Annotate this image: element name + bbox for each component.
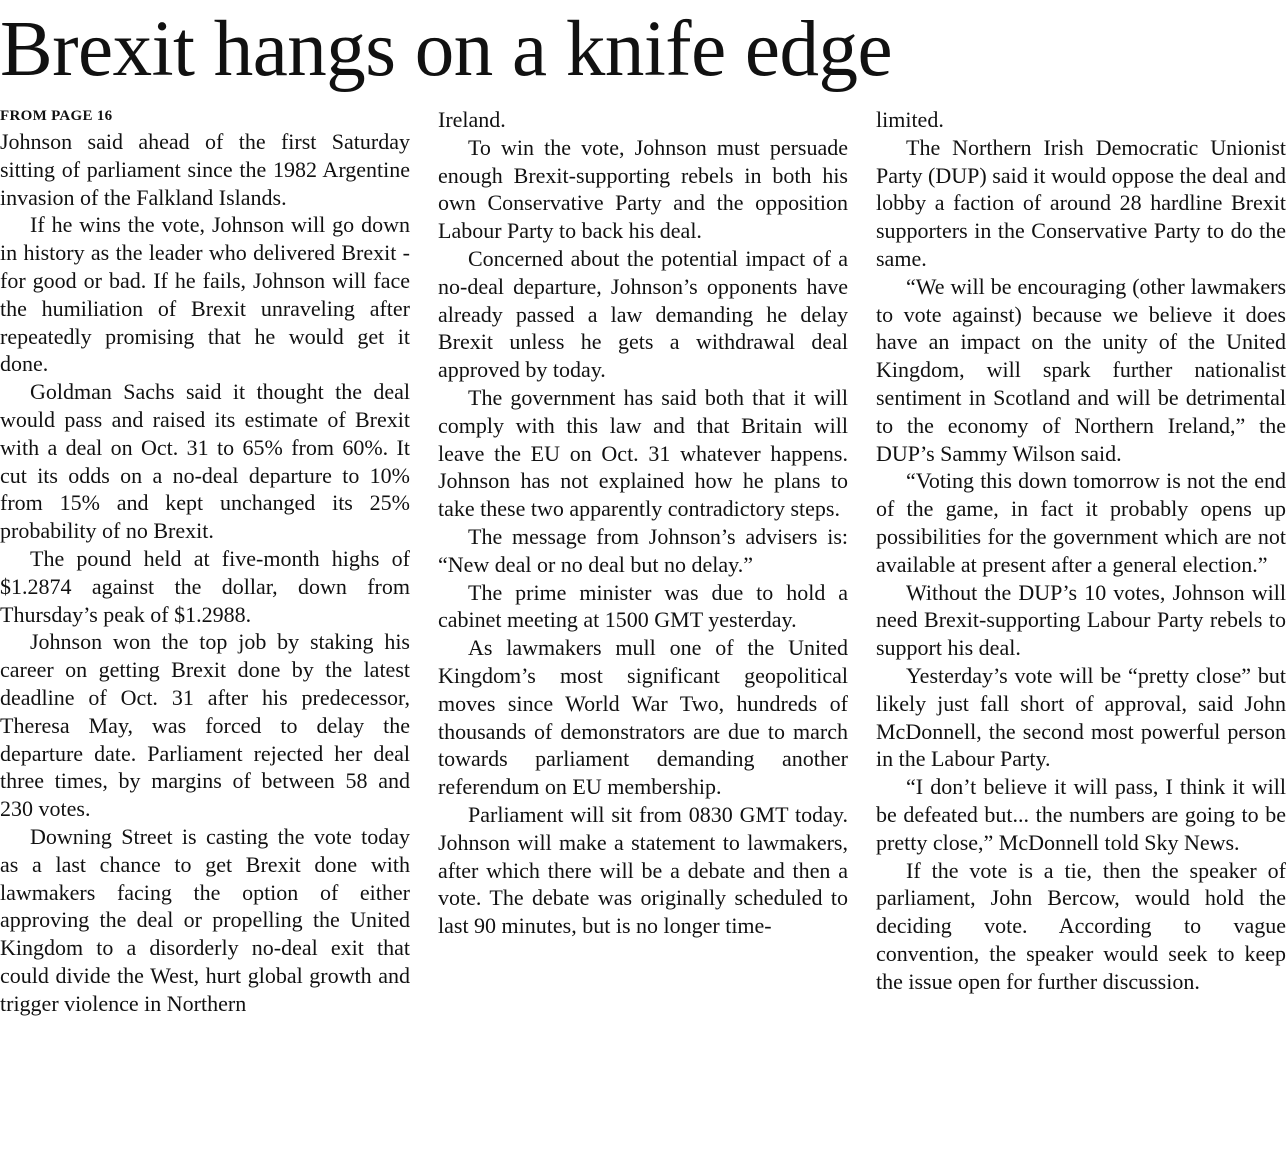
headline: Brexit hangs on a knife edge [0,6,893,93]
article-column-3 [876,106,1286,1166]
paragraph: To win the vote, Johnson must persuade enough Brexit-supporting rebels in both his own Conservative Party and the opposition Labour Party to back his deal. [438,134,848,244]
paragraph: “I don’t believe it will pass, I think it will be defeated but... the numbers are going to be pretty close,” McDonnell told Sky News. [876,774,1286,855]
paragraph: If he wins the vote, Johnson will go down in history as the leader who delivered Brexit - for good or bad. If he fails, Johnson will face the humiliation of Brexit unraveling after repeatedly promising that he would get it done. [0,212,410,377]
paragraph: Ireland. [438,107,506,132]
paragraph: Parliament will sit from 0830 GMT today. Johnson will make a statement to lawmakers, after which there will be a debate and then a vote. The debate was originally scheduled to last 90 minutes, but is no longer time- [438,801,848,939]
paragraph: Johnson won the top job by staking his career on getting Brexit done by the latest deadline of Oct. 31 after his predecessor, Theresa May, was forced to delay the departure date. Parliament rejected her deal three times, by margins of between 58 and 230 votes. [0,629,410,822]
paragraph: “We will be encouraging (other lawmakers to vote against) because we believe it does have an impact on the unity of the United Kingdom, will spark further nationalist sentiment in Scotland and will be detrimental to the economy of Northern Ireland,” the DUP’s Sammy Wilson said. [876,273,1286,466]
paragraph: The government has said both that it will comply with this law and that Britain will leave the EU on Oct. 31 whatever happens. Johnson has not explained how he plans to take these two apparently contradictory steps. [438,384,848,522]
article-column-1 [0,104,410,1164]
paragraph: If the vote is a tie, then the speaker of parliament, John Bercow, would hold the deciding vote. According to vague convention, the speaker would seek to keep the issue open for further discussion. [876,857,1286,994]
paragraph: Johnson said ahead of the first Saturday sitting of parliament since the 1982 Argentine invasion of the Falkland Islands. [0,129,410,210]
paragraph: The message from Johnson’s advisers is: “New deal or no deal but no delay.” [438,523,848,577]
article-column-2 [438,106,848,1166]
paragraph: “Voting this down tomorrow is not the end of the game, in fact it probably opens up possibilities for the government which are not available at present after a general election.” [876,468,1286,577]
paragraph: The Northern Irish Democratic Unionist Party (DUP) said it would oppose the deal and lobby a faction of around 28 hardline Brexit supporters in the Conservative Party to do the same. [876,134,1286,271]
paragraph: The pound held at five-month highs of $1.2874 against the dollar, down from Thursday’s peak of $1.2988. [0,545,410,627]
paragraph: As lawmakers mull one of the United Kingdom’s most significant geopolitical moves since World War Two, hundreds of thousands of demonstrators are due to march towards parliament demanding another referendum on EU membership. [438,635,848,800]
paragraph: Goldman Sachs said it thought the deal would pass and raised its estimate of Brexit with a deal on Oct. 31 to 65% from 60%. It cut its odds on a no-deal departure to 10% from 15% and kept unchanged its 25% probability of no Brexit. [0,379,410,544]
paragraph: limited. [876,107,944,132]
paragraph: Yesterday’s vote will be “pretty close” but likely just fall short of approval, said John McDonnell, the second most powerful person in the Labour Party. [876,662,1286,772]
paragraph: Concerned about the potential impact of a no-deal departure, Johnson’s opponents have already passed a law demanding he delay Brexit unless he gets a withdrawal deal approved by today. [438,245,848,383]
paragraph: Downing Street is casting the vote today as a last chance to get Brexit done with lawmakers facing the option of either approving the deal or propelling the United Kingdom to a disorderly no-deal exit that could divide the West, hurt global growth and trigger violence in Northern [0,823,410,1016]
paragraph: The prime minister was due to hold a cabinet meeting at 1500 GMT yesterday. [438,579,848,633]
paragraph: Without the DUP’s 10 votes, Johnson will need Brexit-supporting Labour Party rebels to support his deal. [876,579,1286,661]
kicker-from-page: FROM PAGE 16 [0,108,113,124]
